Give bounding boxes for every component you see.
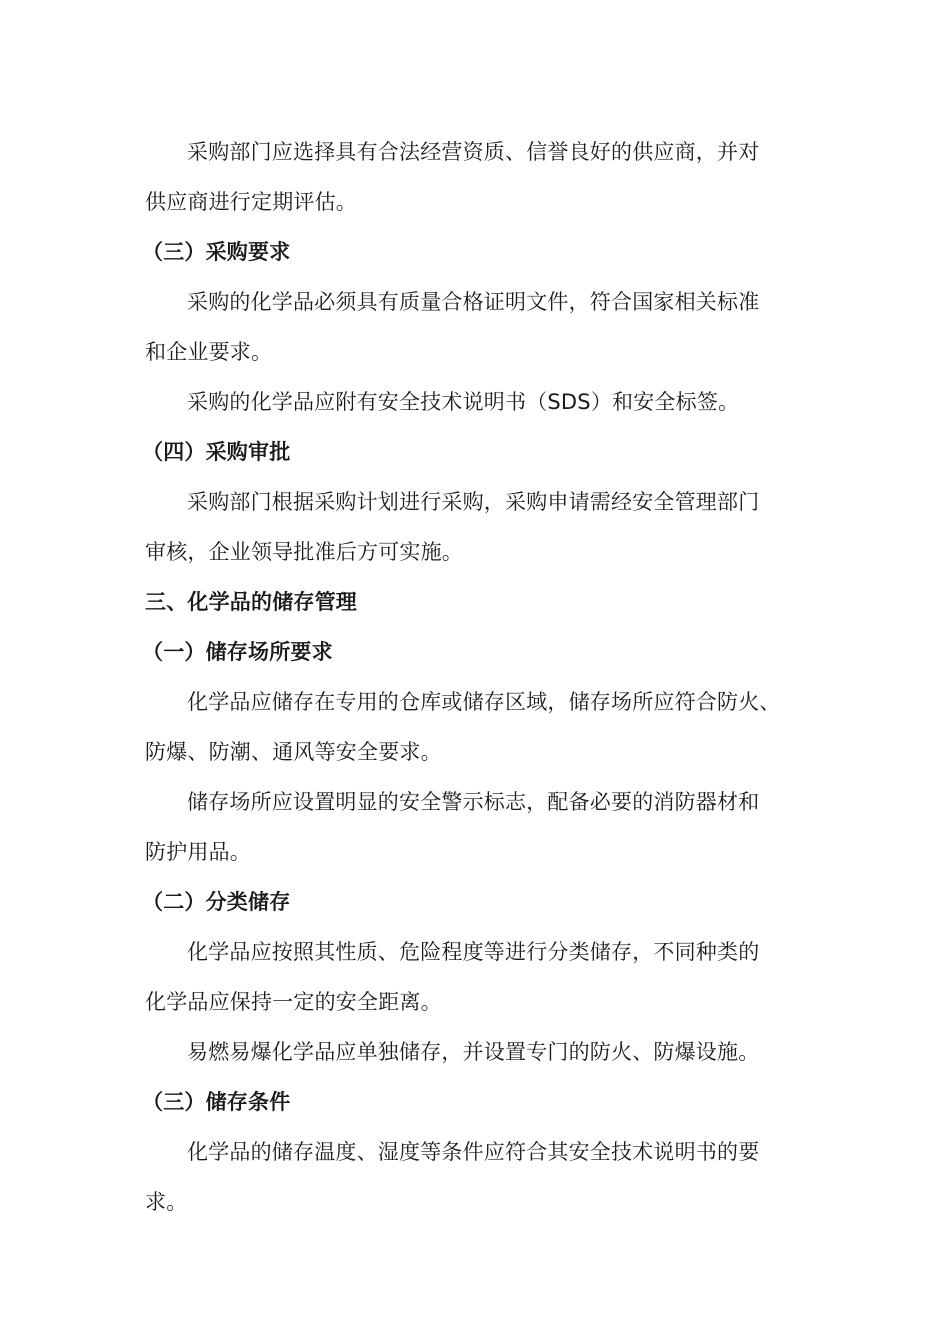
paragraph-line: 化学品应按照其性质、危险程度等进行分类储存，不同种类的 bbox=[187, 940, 760, 964]
paragraph-line: 采购的化学品应附有安全技术说明书（SDS）和安全标签。 bbox=[187, 390, 740, 414]
paragraph-line: 求。 bbox=[145, 1190, 188, 1214]
paragraph-line: 采购的化学品必须具有质量合格证明文件，符合国家相关标准 bbox=[187, 290, 760, 314]
paragraph-line: 化学品的储存温度、湿度等条件应符合其安全技术说明书的要 bbox=[187, 1140, 760, 1164]
section-subheading: （三）采购要求 bbox=[142, 240, 291, 264]
paragraph-line: 防护用品。 bbox=[145, 840, 251, 864]
paragraph-line: 易燃易爆化学品应单独储存，并设置专门的防火、防爆设施。 bbox=[187, 1040, 760, 1064]
paragraph-line: 和企业要求。 bbox=[145, 340, 273, 364]
section-heading: 三、化学品的储存管理 bbox=[145, 590, 357, 614]
section-subheading: （一）储存场所要求 bbox=[142, 640, 333, 664]
paragraph-line: 化学品应保持一定的安全距离。 bbox=[145, 990, 442, 1014]
paragraph-line: 储存场所应设置明显的安全警示标志，配备必要的消防器材和 bbox=[187, 790, 760, 814]
section-subheading: （四）采购审批 bbox=[142, 440, 291, 464]
document-page bbox=[142, 127, 810, 1227]
section-subheading: （三）储存条件 bbox=[142, 1090, 291, 1114]
paragraph-line: 采购部门根据采购计划进行采购，采购申请需经安全管理部门 bbox=[187, 490, 760, 514]
section-subheading: （二）分类储存 bbox=[142, 890, 291, 914]
paragraph-line: 防爆、防潮、通风等安全要求。 bbox=[145, 740, 442, 764]
paragraph-line: 供应商进行定期评估。 bbox=[145, 190, 357, 214]
paragraph-line: 采购部门应选择具有合法经营资质、信誉良好的供应商，并对 bbox=[187, 140, 760, 164]
paragraph-line: 化学品应储存在专用的仓库或储存区域，储存场所应符合防火、 bbox=[187, 690, 781, 714]
paragraph-line: 审核，企业领导批准后方可实施。 bbox=[145, 540, 463, 564]
